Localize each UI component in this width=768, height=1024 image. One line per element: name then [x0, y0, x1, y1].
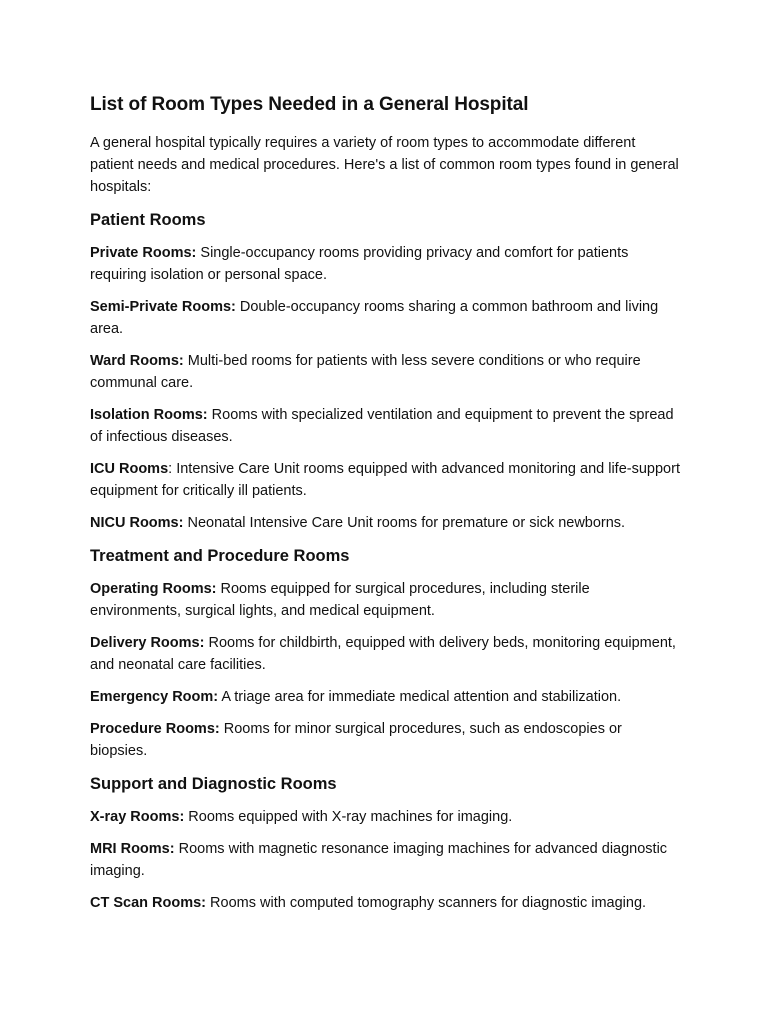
entry-description: Rooms equipped for surgical procedures, including sterile environments, surgical lights, and medical equipment.: [90, 581, 590, 619]
list-item: [90, 512, 680, 534]
entry-term: Ward Rooms:: [90, 353, 184, 369]
section-heading: Support and Diagnostic Rooms: [90, 775, 337, 793]
list-item: [90, 718, 680, 762]
section-treatment-procedure-rooms: [90, 544, 680, 762]
list-item: [90, 632, 680, 676]
entry-term: Procedure Rooms:: [90, 721, 220, 737]
entry-term: CT Scan Rooms:: [90, 895, 207, 911]
entry-description: Rooms for minor surgical procedures, such as endoscopies or biopsies.: [90, 721, 622, 759]
entry-description: Neonatal Intensive Care Unit rooms for premature or sick newborns.: [183, 515, 626, 531]
entry-description: Rooms with magnetic resonance imaging machines for advanced diagnostic imaging.: [90, 841, 668, 879]
list-item: [90, 458, 680, 502]
entry-description: Single-occupancy rooms providing privacy and comfort for patients requiring isolation or personal space.: [90, 245, 629, 283]
entry-description: A triage area for immediate medical attention and stabilization.: [218, 689, 622, 705]
list-item: [90, 242, 680, 286]
entry-term: Isolation Rooms:: [90, 407, 208, 423]
entry-term: Semi-Private Rooms:: [90, 299, 236, 315]
list-item: [90, 296, 680, 340]
list-item: [90, 404, 680, 448]
entry-description: Rooms for childbirth, equipped with delivery beds, monitoring equipment, and neonatal care facilities.: [90, 635, 676, 673]
section-support-diagnostic-rooms: [90, 772, 680, 914]
entry-term: ICU Rooms: [90, 461, 169, 477]
section-patient-rooms: [90, 208, 680, 534]
entry-term: MRI Rooms:: [90, 841, 175, 857]
entry-description: : Intensive Care Unit rooms equipped with advanced monitoring and life-support equipment for critically ill patients.: [90, 461, 680, 499]
entry-description: Double-occupancy rooms sharing a common bathroom and living area.: [90, 299, 659, 337]
entry-description: Rooms equipped with X-ray machines for imaging.: [184, 809, 513, 825]
entry-term: X-ray Rooms:: [90, 809, 185, 825]
entry-term: Operating Rooms:: [90, 581, 217, 597]
entry-term: Private Rooms:: [90, 245, 197, 261]
document-title: List of Room Types Needed in a General Hospital: [90, 94, 529, 115]
entry-term: Delivery Rooms:: [90, 635, 205, 651]
entry-description: Rooms with computed tomography scanners for diagnostic imaging.: [206, 895, 647, 911]
entry-description: Rooms with specialized ventilation and equipment to prevent the spread of infectious diseases.: [90, 407, 674, 445]
section-heading: Treatment and Procedure Rooms: [90, 547, 350, 565]
entry-description: Multi-bed rooms for patients with less severe conditions or who require communal care.: [90, 353, 641, 391]
section-heading: Patient Rooms: [90, 211, 206, 229]
list-item: [90, 892, 680, 914]
intro-paragraph: A general hospital typically requires a variety of room types to accommodate different patient needs and medical procedures. Here's a list of common room types found in general hospitals:: [90, 135, 679, 195]
entry-term: Emergency Room:: [90, 689, 219, 705]
list-item: [90, 806, 680, 828]
entry-term: NICU Rooms:: [90, 515, 184, 531]
list-item: [90, 838, 680, 882]
list-item: [90, 350, 680, 394]
document-page: [90, 92, 680, 924]
list-item: [90, 578, 680, 622]
list-item: [90, 686, 680, 708]
